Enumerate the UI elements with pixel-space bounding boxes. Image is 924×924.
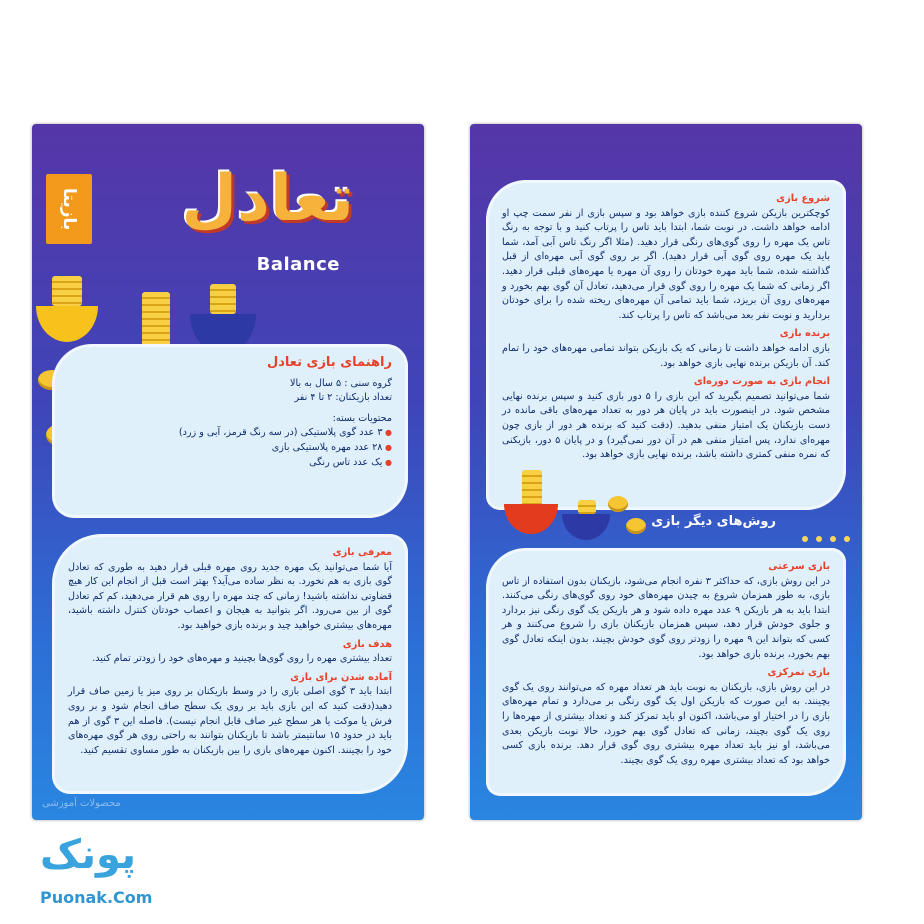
- section-text: در این روش بازی، بازیکنان به نوبت باید هر تعداد مهره که می‌توانند روی یک گوی بچینند. به این صورت که بازیکن اول یک گوی رنگی بر می‌دارد و تمام مهره‌های بازی را در اختیار او می‌باشد، اکنون او باید تمرکز کند و تعداد بیشتری از مهره‌ها را روی یک گوی بچیند، زمانی که تعادل گوی بهم خورد، حالا نوبت بازیکن بعدی می‌باشد، او نیز باید تعداد مهره بیشتری روی گوی قرار دهد. برنده بازی کسی خواهد بود که تعداد بیشتری مهره روی یک گوی بچیند.: [502, 681, 830, 766]
- section-heading: بازی تمرکزی: [767, 667, 830, 679]
- age-group: گروه سنی : ۵ سال به بالا: [290, 377, 392, 389]
- rules-panel: [486, 180, 846, 510]
- guide-title: راهنمای بازی تعادل: [266, 355, 392, 370]
- section-text: ابتدا باید ۳ گوی اصلی بازی را در وسط بازیکنان بر روی میز یا زمین صاف قرار دهید(دقت کنید که این بازی باید بر روی یک سطح صاف انجام شود و بر روی فرش یا موکت یا هر سطح غیر صاف قابل انجام نیست). فاصله این ۳ گوی از هم باید در حدود ۱۵ سانتیمتر باشد تا بازیکنان بتوانند به راحتی روی هر گوی مهره‌های خود را بچینند. اکنون مهره‌های بازی را بین بازیکنان به طور مساوی تقسیم کنید.: [68, 686, 392, 756]
- section-heading: بازی سرعتی: [768, 561, 830, 572]
- player-count: تعداد بازیکنان: ۲ تا ۴ نفر: [294, 392, 392, 404]
- game-title-fa: تعادل: [181, 162, 354, 236]
- section-heading: آماده شدن برای بازی: [290, 671, 392, 683]
- contents-item: ● یک عدد تاس رنگی: [68, 456, 392, 471]
- watermark-site: Puonak.Com: [40, 888, 153, 907]
- section-text: در این روش بازی، که حداکثر ۳ نفره انجام می‌شود، بازیکنان بدون استفاده از تاس بازی، به طور همزمان شروع به چیدن مهره‌های خود روی گوی‌های رنگی می‌کنند. ابتدا باید به هر بازیکن ۹ عدد مهره داده شود و هر بازیکن یک گوی رنگی نیز بردارد و جلوی خودش قرار دهد، سپس همزمان بازیکنان بازی را شروع می‌کنند و هر کسی که بتواند این ۹ مهره را زودتر روی گوی خودش بچیند، بدون اینکه تعادل گوی بهم بخورد، برنده بازی خواهد بود.: [502, 575, 830, 660]
- rules-card-front: [32, 124, 424, 820]
- contents-item: ● ۳ عدد گوی پلاستیکی (در سه رنگ قرمز، آبی و زرد): [68, 426, 392, 441]
- brand-caption: محصولات آموزشی: [42, 798, 121, 809]
- loose-coin: [626, 518, 646, 534]
- loose-coin: [608, 496, 628, 512]
- contents-list: [68, 426, 392, 470]
- watermark-logo: پونک: [40, 832, 137, 878]
- section-text: شما می‌توانید تصمیم بگیرید که این بازی را ۵ دور بازی کنید و سپس برنده نهایی مشخص شود. در اینصورت باید در پایان هر دور به تعداد مهره‌های باقی مانده در دست بازیکنان یک امتیاز منفی بدهید. (دقت کنید که برنده هر دور از بازی چون مهره‌ای ندارد، پس امتیاز منفی هم در آن دور نمی‌گیرد) و در پایان ۵ دور، بازیکنی که نمره منفی کمتری داشته باشد، برنده نهایی بازی خواهد بود.: [502, 390, 830, 461]
- contents-title: محتویات بسته:: [332, 412, 392, 424]
- section-heading: معرفی بازی: [332, 547, 392, 558]
- other-methods-banner: روش‌های دیگر بازی: [651, 514, 776, 529]
- section-heading: شروع بازی: [776, 193, 830, 204]
- section-heading: برنده بازی: [779, 328, 830, 340]
- contents-item: ● ۲۸ عدد مهره پلاستیکی بازی: [68, 441, 392, 456]
- brand-logo: [46, 174, 92, 244]
- game-guide-panel: [52, 344, 408, 518]
- section-text: آیا شما می‌توانید یک مهره جدید روی مهره قبلی قرار دهید به طوری که تعادل گوی بازی به هم نخورد. به نظر ساده می‌آید؟ بهتر است قبل از انجام این کار هیچ قضاوتی نداشته باشید! زمانی که چند مهره را روی هم قرار می‌دهید، کم کم تعادل گوی از بین می‌رود. اگر بتوانید به هیجان و اعصاب خودتان کنترل داشته باشید، مهره‌های بیشتری خواهید چید و برنده بازی خواهید بود.: [68, 561, 392, 631]
- brand-logo-text: بازیتا: [59, 187, 79, 231]
- section-text: تعداد بیشتری مهره را روی گوی‌ها بچینید و مهره‌های خود را زودتر تمام کنید.: [92, 653, 392, 665]
- site-watermark: [40, 832, 180, 912]
- game-title-en: Balance: [256, 254, 340, 275]
- section-text: کوچکترین بازیکن شروع کننده بازی خواهد بود و سپس بازی از نفر سمت چپ او ادامه خواهد داشت. در نوبت شما، ابتدا باید تاس را پرتاب کنید و با توجه به رنگ تاس یک مهره را روی گوی‌های رنگی قرار دهید. (مثلا اگر رنگ تاس آبی آمد، شما باید یک مهره روی گوی آبی قرار دهید). اگر بر روی گوی آبی مهره‌ای از قبل گذاشته شده، شما باید مهره خودتان را روی آن مهره یا مهره‌های قبلی قرار دهید. اگر زمانی که شما یک مهره را روی گوی قرار می‌دهید، تعادل آن گوی بهم بخورد و مهره‌های روی آن بریزد، شما باید تمامی آن مهره‌های ریخته شده را برای خودتان بردارید و نوبت نفر بعد می‌باشد که تاس را پرتاب کند.: [502, 207, 830, 321]
- other-methods-panel: [486, 548, 846, 796]
- section-heading: انجام بازی به صورت دوره‌ای: [693, 376, 830, 388]
- section-heading: هدف بازی: [342, 638, 392, 650]
- decorative-dots: [802, 536, 850, 542]
- rules-card-back: [470, 124, 862, 820]
- game-intro-panel: [52, 534, 408, 794]
- section-text: بازی ادامه خواهد داشت تا زمانی که یک بازیکن بتواند تمامی مهره‌های خود را تمام کند. آن بازیکن برنده نهایی بازی خواهد بود.: [502, 342, 830, 369]
